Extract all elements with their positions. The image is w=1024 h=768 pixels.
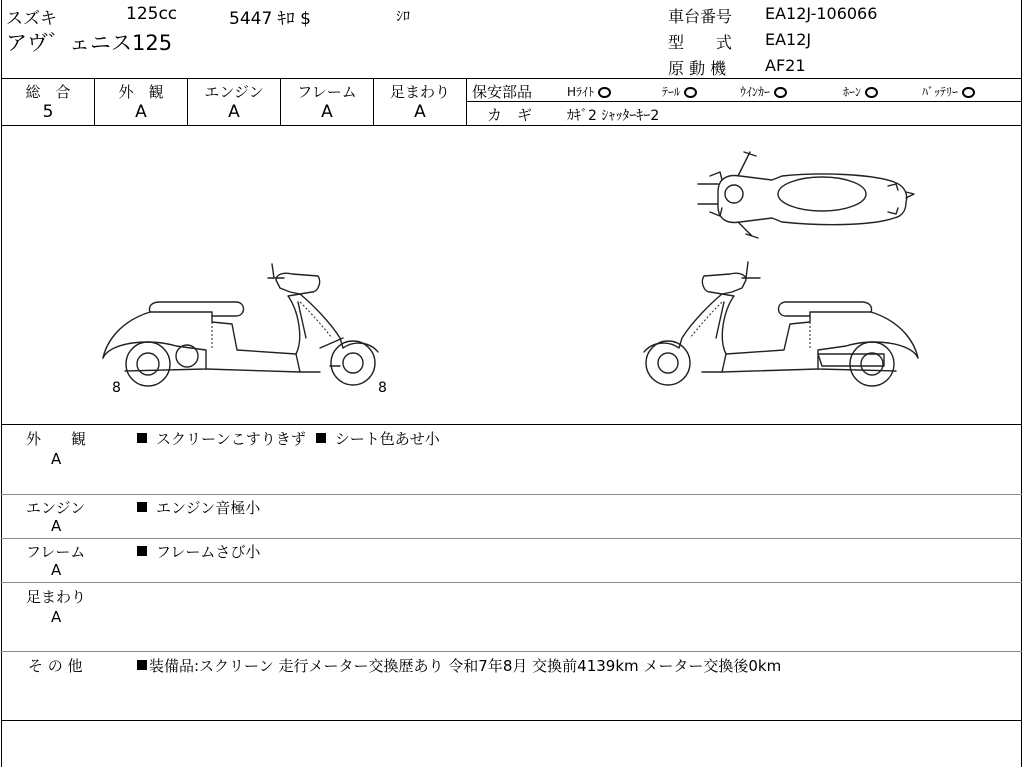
scooter-top-view xyxy=(698,152,914,238)
type-value: EA12J xyxy=(765,30,812,49)
key-label: カ ギ xyxy=(487,106,533,124)
scooter-left-side xyxy=(103,264,378,386)
grade-label-overall: 総 合 xyxy=(25,83,71,101)
remark-label: エンジン xyxy=(26,499,86,517)
grade-value-suspension: A xyxy=(414,102,426,122)
grade-top-line xyxy=(1,78,1022,79)
bullet-square-icon xyxy=(137,546,147,556)
remarks-bottom-line xyxy=(1,720,1022,721)
remarks-line xyxy=(1,494,1022,495)
type-label: 型 式 xyxy=(668,33,733,52)
remark-grade: A xyxy=(51,450,62,468)
grade-label-suspension: 足まわり xyxy=(389,83,450,101)
remark-label: 足まわり xyxy=(26,588,87,606)
color: ｼﾛ xyxy=(396,9,410,25)
displacement: 125cc xyxy=(126,4,178,24)
check-circle-icon xyxy=(684,87,697,98)
remark-label: 外 観 xyxy=(26,430,87,448)
remark-grade: A xyxy=(51,561,62,579)
scooter-diagram xyxy=(0,126,1024,424)
safety-item-horn: ﾎｰﾝ xyxy=(843,83,878,100)
safety-item-winker: ｳｲﾝｶｰ xyxy=(740,83,787,100)
scooter-right-side xyxy=(644,262,918,386)
safety-item-headlight: Hﾗｲﾄ xyxy=(567,83,611,100)
grade-value-frame: A xyxy=(321,102,333,122)
grade-label-frame: フレーム xyxy=(297,83,357,101)
bullet-square-icon xyxy=(137,433,147,443)
remark-text: フレームさび小 xyxy=(137,541,260,562)
remarks-line xyxy=(1,651,1022,652)
grade-value-engine: A xyxy=(228,102,240,122)
key-value: ｶｷﾞ2 ｼｬｯﾀｰｷｰ2 xyxy=(567,108,660,124)
left-mark-2: 8 xyxy=(378,380,387,396)
remarks-top-line xyxy=(1,424,1022,425)
remark-grade: A xyxy=(51,608,62,626)
bullet-square-icon xyxy=(316,433,326,443)
remark-label: そ の 他 xyxy=(28,657,83,675)
remarks-line xyxy=(1,582,1022,583)
bullet-square-icon xyxy=(137,660,147,670)
safety-item-battery: ﾊﾞｯﾃﾘｰ xyxy=(922,83,975,100)
safety-divider xyxy=(466,101,1022,102)
check-circle-icon xyxy=(774,87,787,98)
remark-label: フレーム xyxy=(26,543,86,561)
maker: スズキ xyxy=(6,9,57,29)
safety-item-taillight: ﾃｰﾙ xyxy=(662,83,697,100)
remark-text: 装備品:スクリーン 走行メーター交換歴あり 令和7年8月 交換前4139km メーター交換後0km xyxy=(137,655,781,676)
check-circle-icon xyxy=(865,87,878,98)
frame-no: EA12J-106066 xyxy=(765,4,878,23)
grade-label-engine: エンジン xyxy=(204,83,264,101)
model-name: アヴ゛ェニス125 xyxy=(6,31,173,55)
mileage: 5447 ｷﾛ $ xyxy=(229,9,311,29)
remark-text: スクリーンこすりきず シート色あせ小 xyxy=(137,428,440,449)
remarks-line xyxy=(1,538,1022,539)
engine-value: AF21 xyxy=(765,56,806,75)
check-circle-icon xyxy=(962,87,975,98)
remark-text: エンジン音極小 xyxy=(137,497,260,518)
engine-label: 原 動 機 xyxy=(668,59,727,78)
safety-label: 保安部品 xyxy=(472,83,533,101)
grade-label-exterior: 外 観 xyxy=(118,83,164,101)
grade-value-exterior: A xyxy=(135,102,147,122)
left-mark-1: 8 xyxy=(112,380,121,396)
bullet-square-icon xyxy=(137,502,147,512)
remark-grade: A xyxy=(51,517,62,535)
grade-value-overall: 5 xyxy=(42,102,54,122)
frame-no-label: 車台番号 xyxy=(668,7,733,26)
check-circle-icon xyxy=(598,87,611,98)
